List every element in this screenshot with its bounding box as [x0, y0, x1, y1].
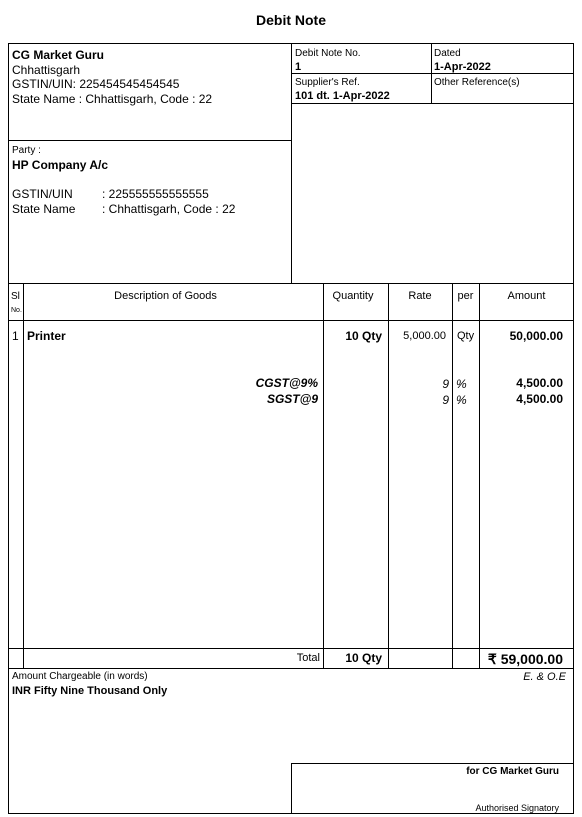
party-name: HP Company A/c: [12, 158, 109, 172]
item-rate: 5,000.00: [403, 330, 446, 342]
total-label: Total: [296, 652, 320, 664]
company-state-name: State Name : Chhattisgarh, Code : 22: [12, 92, 213, 106]
debit-note-no-value: 1: [295, 61, 302, 73]
table-total-top-line: [8, 648, 574, 649]
header-fields-bottom-line: [291, 103, 574, 104]
total-quantity: 10 Qty: [345, 651, 382, 665]
signature-box-top: [291, 763, 574, 764]
suppliers-ref-value: 101 dt. 1-Apr-2022: [295, 90, 390, 102]
item-per: Qty: [457, 330, 475, 342]
company-name: CG Market Guru: [12, 48, 105, 62]
col-divider-rate: [452, 283, 453, 668]
party-state-value: : Chhattisgarh, Code : 22: [102, 202, 236, 216]
table-total-bottom-line: [8, 668, 574, 669]
tax-amount-sgst: 4,500.00: [516, 392, 563, 406]
header-fields-row-line: [291, 73, 574, 74]
for-company: for CG Market Guru: [466, 766, 559, 777]
tax-rate-cgst: 9: [442, 377, 449, 391]
document-title: Debit Note: [256, 12, 326, 28]
tax-rate-sgst: 9: [442, 393, 449, 407]
eoe-label: E. & O.E: [523, 671, 566, 683]
tax-per-cgst: %: [456, 377, 467, 391]
total-amount: ₹ 59,000.00: [487, 651, 563, 667]
top-divider: [291, 43, 292, 283]
header-sl-no: No.: [11, 307, 22, 314]
amount-words-label: Amount Chargeable (in words): [12, 671, 148, 682]
amount-words: INR Fifty Nine Thousand Only: [12, 685, 168, 697]
header-quantity: Quantity: [332, 290, 374, 302]
tax-name-cgst: CGST@9%: [255, 376, 318, 390]
header-sl: Sl: [11, 291, 20, 302]
item-sl: 1: [12, 329, 19, 343]
col-divider-sl: [23, 283, 24, 668]
authorised-signatory: Authorised Signatory: [475, 803, 559, 813]
tax-per-sgst: %: [456, 393, 467, 407]
tax-name-sgst: SGST@9: [266, 392, 318, 406]
dated-value: 1-Apr-2022: [434, 61, 491, 73]
dated-label: Dated: [434, 48, 461, 59]
item-description: Printer: [27, 329, 66, 343]
header-rate: Rate: [408, 290, 432, 302]
party-label: Party :: [12, 145, 41, 156]
company-gstin: GSTIN/UIN: 225454545454545: [12, 77, 180, 91]
party-gstin-value: : 225555555555555: [102, 187, 209, 201]
header-description: Description of Goods: [114, 290, 217, 302]
party-gstin-label: GSTIN/UIN: [12, 187, 73, 201]
company-party-divider: [8, 140, 291, 141]
other-reference-label: Other Reference(s): [434, 77, 520, 88]
party-state-label: State Name: [12, 202, 76, 216]
header-per: per: [457, 290, 474, 302]
debit-note-no-label: Debit Note No.: [295, 48, 361, 59]
item-amount: 50,000.00: [509, 329, 563, 343]
company-state-line: Chhattisgarh: [12, 63, 81, 77]
header-amount: Amount: [507, 290, 546, 302]
table-header-line: [8, 320, 574, 321]
suppliers-ref-label: Supplier's Ref.: [295, 77, 360, 88]
item-quantity: 10 Qty: [345, 329, 382, 343]
tax-amount-cgst: 4,500.00: [516, 376, 563, 390]
table-top-line: [8, 283, 574, 284]
